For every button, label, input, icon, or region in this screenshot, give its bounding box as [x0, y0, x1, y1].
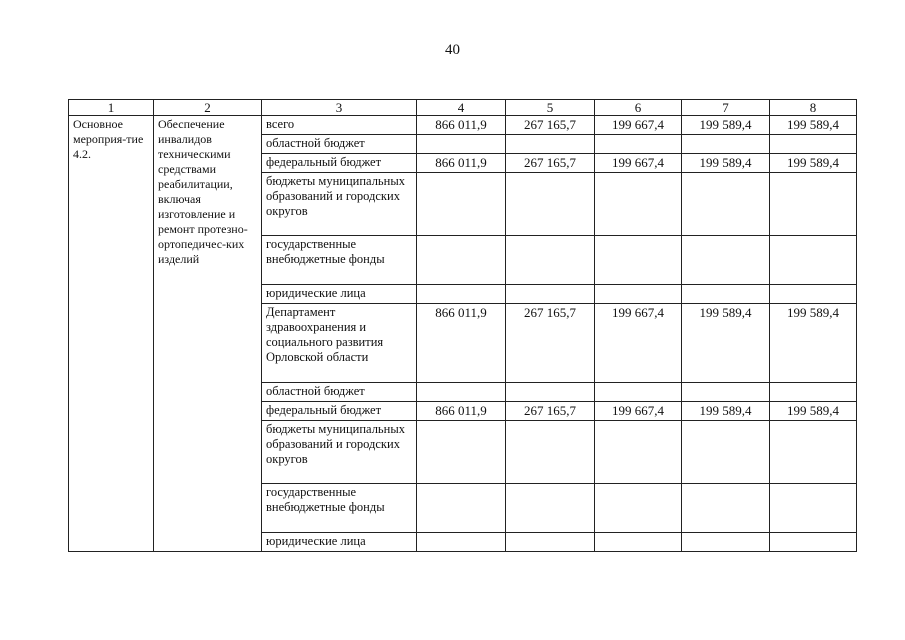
description-cell: Обеспечение инвалидов техническими средствами реабилитации, включая изготовление и ремонт протезно-ортопедичес-ких изделий — [154, 116, 262, 552]
value-cell — [417, 484, 506, 533]
row-label: юридические лица — [262, 285, 417, 304]
column-header: 2 — [154, 100, 262, 116]
value-cell — [506, 533, 595, 552]
value-cell — [770, 533, 857, 552]
value-cell: 199 667,4 — [595, 116, 682, 135]
value-cell — [595, 533, 682, 552]
value-cell — [595, 135, 682, 154]
value-cell — [595, 383, 682, 402]
table-row — [69, 116, 857, 135]
column-header: 7 — [682, 100, 770, 116]
value-cell — [595, 236, 682, 285]
value-cell — [506, 421, 595, 484]
value-cell — [770, 484, 857, 533]
value-cell — [682, 383, 770, 402]
value-cell: 199 589,4 — [770, 304, 857, 383]
value-cell: 199 589,4 — [770, 402, 857, 421]
value-cell: 199 667,4 — [595, 304, 682, 383]
value-cell: 199 589,4 — [682, 402, 770, 421]
value-cell: 199 589,4 — [682, 304, 770, 383]
value-cell — [682, 533, 770, 552]
value-cell — [417, 421, 506, 484]
row-label: областной бюджет — [262, 383, 417, 402]
value-cell — [770, 421, 857, 484]
value-cell — [506, 383, 595, 402]
value-cell — [506, 484, 595, 533]
value-cell: 199 667,4 — [595, 402, 682, 421]
value-cell: 267 165,7 — [506, 304, 595, 383]
value-cell — [770, 135, 857, 154]
column-header: 1 — [69, 100, 154, 116]
value-cell: 866 011,9 — [417, 154, 506, 173]
row-label: всего — [262, 116, 417, 135]
value-cell — [682, 285, 770, 304]
row-label: Департамент здравоохранения и социального развития Орловской области — [262, 304, 417, 383]
value-cell — [417, 173, 506, 236]
value-cell — [595, 421, 682, 484]
value-cell — [417, 533, 506, 552]
column-header: 5 — [506, 100, 595, 116]
value-cell — [770, 383, 857, 402]
row-label: государственные внебюджетные фонды — [262, 484, 417, 533]
header-row — [69, 100, 857, 116]
value-cell: 199 589,4 — [682, 116, 770, 135]
value-cell: 866 011,9 — [417, 304, 506, 383]
row-label: бюджеты муниципальных образований и городских округов — [262, 421, 417, 484]
event-cell: Основное мероприя-тие 4.2. — [69, 116, 154, 552]
row-label: юридические лица — [262, 533, 417, 552]
column-header: 4 — [417, 100, 506, 116]
value-cell — [682, 135, 770, 154]
row-label: государственные внебюджетные фонды — [262, 236, 417, 285]
value-cell — [417, 236, 506, 285]
value-cell — [506, 135, 595, 154]
funding-table — [68, 99, 857, 552]
value-cell: 199 589,4 — [770, 154, 857, 173]
value-cell — [770, 236, 857, 285]
value-cell — [417, 135, 506, 154]
value-cell — [770, 285, 857, 304]
row-label: бюджеты муниципальных образований и городских округов — [262, 173, 417, 236]
page-number: 40 — [445, 42, 460, 58]
row-label: областной бюджет — [262, 135, 417, 154]
row-label: федеральный бюджет — [262, 154, 417, 173]
value-cell — [417, 383, 506, 402]
value-cell — [506, 236, 595, 285]
value-cell: 866 011,9 — [417, 116, 506, 135]
value-cell: 267 165,7 — [506, 116, 595, 135]
value-cell — [770, 173, 857, 236]
value-cell — [682, 236, 770, 285]
value-cell — [506, 285, 595, 304]
value-cell — [506, 173, 595, 236]
value-cell: 866 011,9 — [417, 402, 506, 421]
value-cell — [682, 421, 770, 484]
value-cell — [595, 285, 682, 304]
value-cell: 267 165,7 — [506, 402, 595, 421]
value-cell — [417, 285, 506, 304]
value-cell — [682, 173, 770, 236]
row-label: федеральный бюджет — [262, 402, 417, 421]
value-cell: 199 589,4 — [770, 116, 857, 135]
value-cell: 267 165,7 — [506, 154, 595, 173]
column-header: 6 — [595, 100, 682, 116]
column-header: 3 — [262, 100, 417, 116]
value-cell — [595, 484, 682, 533]
value-cell — [595, 173, 682, 236]
column-header: 8 — [770, 100, 857, 116]
value-cell: 199 667,4 — [595, 154, 682, 173]
value-cell: 199 589,4 — [682, 154, 770, 173]
value-cell — [682, 484, 770, 533]
